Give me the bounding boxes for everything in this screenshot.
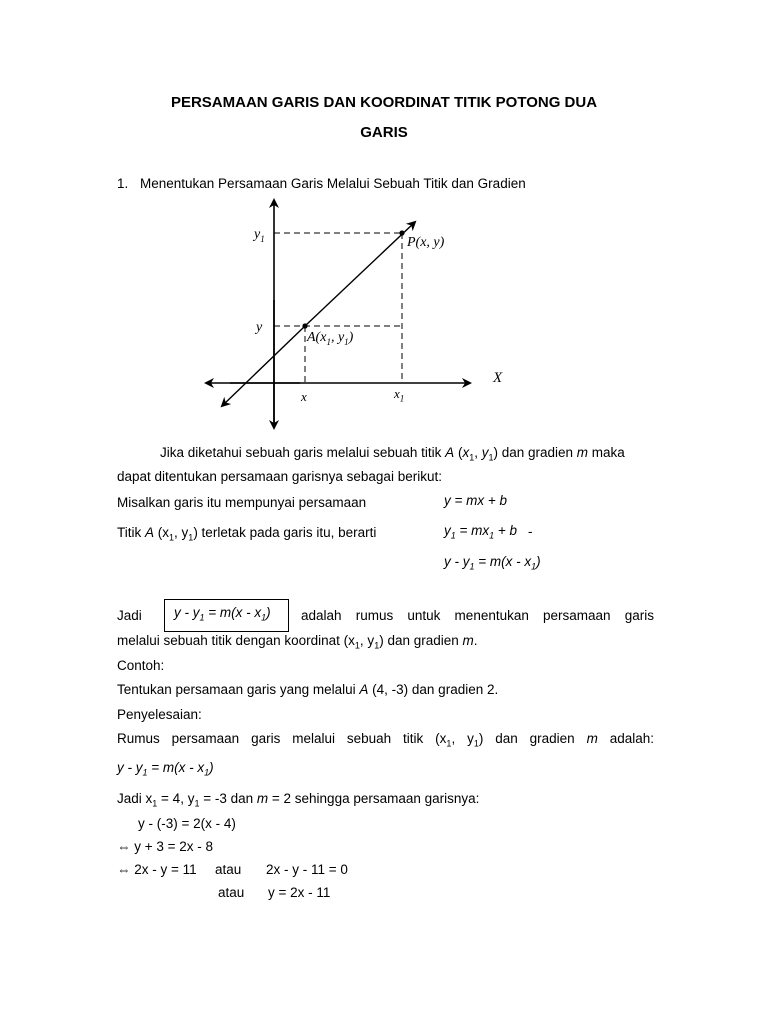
- row2-right: $y_1 = mx_1 + b$: [444, 523, 518, 541]
- page-title-line2: GARIS: [360, 124, 408, 141]
- label-y1: $y_1$: [254, 227, 265, 244]
- penyelesaian-label: Penyelesaian:: [117, 707, 202, 722]
- contoh-label: Contoh:: [117, 658, 165, 673]
- graph-line: [305, 222, 415, 326]
- rumus-formula: $y - y_1 = m(x - x_1)$: [117, 760, 214, 778]
- point-P: [399, 230, 404, 235]
- label-A: $A(x_1$, $y_1$): [307, 330, 354, 347]
- label-X-axis: X: [493, 370, 503, 386]
- step-3-alt: 2x - y - 11 = 0: [266, 862, 348, 877]
- jadi-rest: adalah rumus untuk menentukan persamaan garis: [301, 608, 654, 623]
- rumus-line: Rumus persamaan garis melalui sebuah titik ($x_1$, $y_1$) dan gradien m adalah:: [117, 731, 654, 749]
- point-A: [302, 323, 307, 328]
- jadi-word: Jadi: [117, 608, 142, 623]
- section-heading: Menentukan Persamaan Garis Melalui Sebuah Titik dan Gradien: [140, 176, 526, 191]
- label-y: y: [256, 320, 263, 335]
- page-title-line1: PERSAMAAN GARIS DAN KOORDINAT TITIK POTONG DUA: [170, 94, 598, 111]
- step-3-atau: atau: [215, 862, 242, 877]
- step-3: ⇔ 2x - y = 11: [117, 862, 197, 877]
- row3-formula: $y - y_1 = m(x - x_1)$: [444, 554, 541, 572]
- row2-minus: -: [528, 524, 533, 539]
- section-number: 1.: [117, 176, 129, 191]
- row1-right: y = mx + b: [444, 493, 508, 508]
- contoh-question: Tentukan persamaan garis yang melalui A (4, -3) dan gradien 2.: [117, 682, 499, 697]
- para1-line2: dapat ditentukan persamaan garisnya sebagai berikut:: [117, 469, 442, 484]
- row1-left: Misalkan garis itu mempunyai persamaan: [117, 495, 367, 510]
- step-4-atau: atau: [218, 885, 245, 900]
- para1-line1: Jika diketahui sebuah garis melalui sebuah titik A ($x_1$, $y_1$) dan gradien m maka: [160, 445, 625, 463]
- label-x1: $x_1$: [394, 386, 405, 404]
- row2-left: Titik A ($x_1$, $y_1$) terletak pada garis itu, berarti: [117, 525, 377, 543]
- label-P: P(x, y): [407, 235, 445, 250]
- jadi-line2: melalui sebuah titik dengan koordinat ($x_1$, $y_1$) dan gradien m.: [117, 633, 478, 651]
- line-graph: [0, 0, 768, 440]
- step-2: ⇔ y + 3 = 2x - 8: [117, 839, 214, 854]
- jadi-values: Jadi $x_1 = 4$, $y_1 = -3$ dan m = 2 sehingga persamaan garisnya:: [117, 791, 480, 809]
- graph-line-lower: [222, 326, 305, 406]
- boxed-formula: $y - y_1 = m(x - x_1)$: [174, 605, 271, 623]
- label-x: x: [301, 389, 307, 404]
- step-4-alt: y = 2x - 11: [268, 885, 331, 900]
- step-1: y - (-3) = 2(x - 4): [138, 816, 236, 831]
